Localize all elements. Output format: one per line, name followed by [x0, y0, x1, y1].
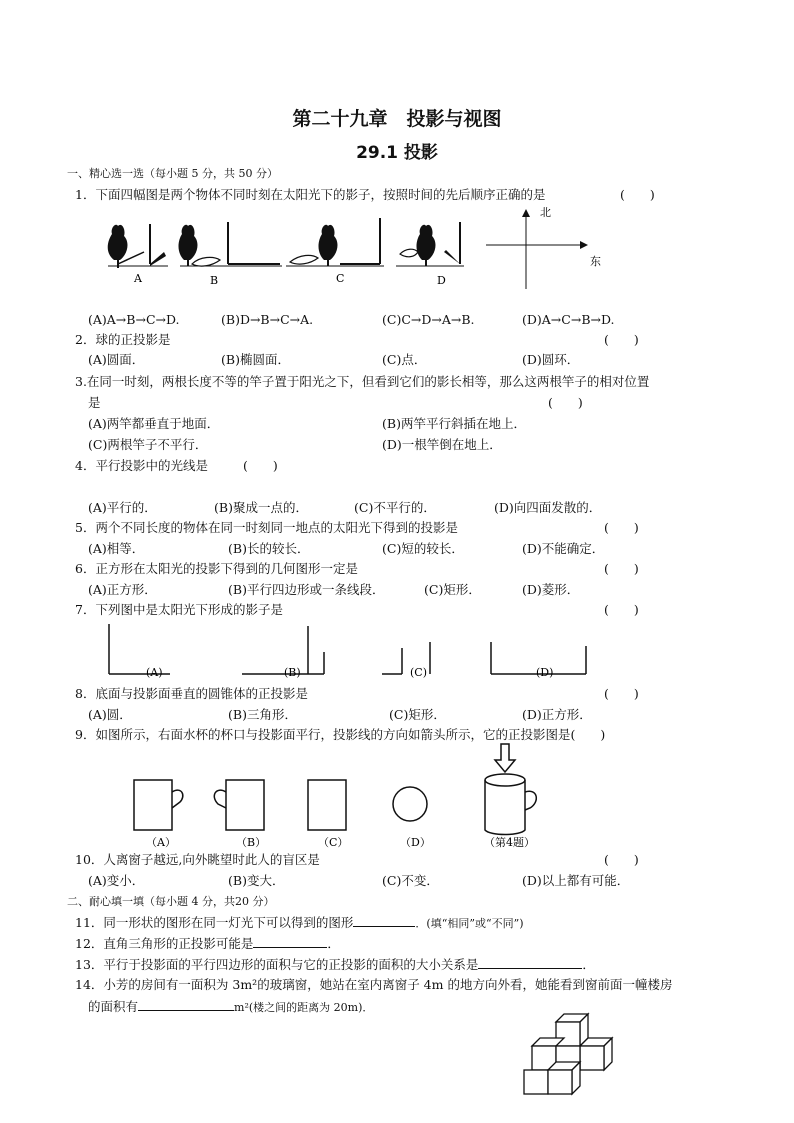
q9-label-b: （B）: [236, 836, 267, 849]
q1-figure-d: [396, 222, 464, 266]
q10-option-d[interactable]: (D)以上都有可能．: [522, 873, 630, 888]
q1-paren: ( ): [620, 187, 655, 202]
q7-label-d: (D): [536, 666, 554, 679]
q2-option-c[interactable]: (C)点．: [382, 352, 427, 367]
q5-stem: 5．两个不同长度的物体在同一时刻同一地点的太阳光下得到的投影是: [75, 520, 458, 535]
q6-paren: ( ): [604, 561, 639, 576]
q10-stem: 10．人离窗子越远,向外眺望时此人的盲区是: [75, 852, 320, 867]
q9-cup-with-arrow: [485, 744, 536, 835]
q3-option-b[interactable]: (B)两竿平行斜插在地上．: [382, 416, 526, 431]
q1-option-a[interactable]: (A)A→B→C→D.: [88, 312, 180, 327]
q4-paren: ( ): [243, 458, 278, 473]
cubes-figure: [520, 1000, 620, 1100]
q11-line: [75, 914, 524, 932]
q7-label-c: (C): [410, 666, 427, 679]
q2-stem: 2．球的正投影是: [75, 332, 171, 347]
q4-option-a[interactable]: (A)平行的．: [88, 500, 157, 515]
q2-paren: ( ): [604, 332, 639, 347]
q11-answer-blank[interactable]: [353, 914, 415, 927]
q8-paren: ( ): [604, 686, 639, 701]
q9-option-d-figure: [393, 787, 427, 821]
compass-east-label: 东: [590, 255, 601, 268]
q4-option-b[interactable]: (B)聚成一点的．: [214, 500, 308, 515]
q12-stem: 12．直角三角形的正投影可能是: [75, 936, 254, 951]
q14-tail: m²(楼之间的距离为 20m)．: [234, 1001, 374, 1014]
q1-stem: 1．下面四幅图是两个物体不同时刻在太阳光下的影子，按照时间的先后顺序正确的是: [75, 187, 546, 202]
part2-heading: 二、耐心填一填（每小题 4 分，共20 分）: [67, 895, 275, 908]
q5-option-b[interactable]: (B)长的较长．: [228, 541, 310, 556]
section-title: 29.1 投影: [356, 143, 438, 163]
q9-option-a-figure: [134, 780, 183, 830]
q7-label-a: (A): [146, 666, 163, 679]
q6-stem: 6．正方形在太阳光的投影下得到的几何图形一定是: [75, 561, 358, 576]
q5-paren: ( ): [604, 520, 639, 535]
q11-stem: 11．同一形状的图形在同一灯光下可以得到的图形: [75, 915, 354, 930]
q1-label-a: A: [134, 272, 142, 285]
q3-paren: ( ): [548, 395, 583, 410]
q10-option-b[interactable]: (B)变大．: [228, 873, 285, 888]
q6-option-b[interactable]: (B)平行四边形或一条线段．: [228, 582, 385, 597]
q1-figure-c: [286, 218, 384, 266]
q1-label-d: D: [437, 274, 446, 287]
q9-cup-figure: [120, 744, 560, 852]
q13-line: [75, 956, 595, 973]
q1-label-c: C: [336, 272, 345, 285]
q7-figure-b: [242, 626, 324, 674]
q12-line: [75, 935, 340, 952]
q1-option-c[interactable]: (C)C→D→A→B.: [382, 312, 475, 327]
q13-tail: ．: [582, 957, 595, 972]
chapter-title: 第二十九章 投影与视图: [292, 108, 502, 130]
q6-option-a[interactable]: (A)正方形．: [88, 582, 157, 597]
q9-option-c-figure: [308, 780, 346, 830]
q10-option-a[interactable]: (A)变小．: [88, 873, 145, 888]
q8-option-c[interactable]: (C)矩形．: [389, 707, 446, 722]
q9-label-c: （C）: [318, 836, 349, 849]
q3-option-c[interactable]: (C)两根竿子不平行．: [88, 437, 208, 452]
q5-option-a[interactable]: (A)相等．: [88, 541, 145, 556]
q7-stem: 7．下列图中是太阳光下形成的影子是: [75, 602, 283, 617]
q10-option-c[interactable]: (C)不变．: [382, 873, 439, 888]
q7-shadow-figure: [100, 622, 600, 682]
q1-shadow-figure: [100, 212, 480, 292]
q8-option-d[interactable]: (D)正方形．: [522, 707, 592, 722]
q5-option-d[interactable]: (D)不能确定．: [522, 541, 605, 556]
q1-figure-a: [108, 224, 168, 268]
q9-label-cup: （第4题）: [484, 836, 535, 849]
q9-option-b-figure: [214, 780, 264, 830]
q9-stem: 9．如图所示，右面水杯的杯口与投影面平行，投影线的方向如箭头所示，它的正投影图是( ): [75, 727, 606, 742]
q4-option-d[interactable]: (D)向四面发散的．: [494, 500, 602, 515]
q4-stem: 4．平行投影中的光线是: [75, 458, 208, 473]
q14-stem-cont: 的面积有: [88, 999, 139, 1014]
part1-heading: 一、精心选一选（每小题 5 分，共 50 分）: [67, 167, 278, 180]
q5-option-c[interactable]: (C)短的较长．: [382, 541, 464, 556]
q11-tail: ．(填“相同”或“不同”): [415, 917, 524, 930]
q2-option-b[interactable]: (B)椭圆面．: [221, 352, 290, 367]
q14-answer-blank[interactable]: [138, 998, 234, 1011]
q9-label-d: （D）: [400, 836, 431, 849]
q2-option-a[interactable]: (A)圆面．: [88, 352, 145, 367]
q10-paren: ( ): [604, 852, 639, 867]
q13-stem: 13．平行于投影面的平行四边形的面积与它的正投影的面积的大小关系是: [75, 957, 479, 972]
q14-stem: 14．小芳的房间有一面积为 3m²的玻璃窗，她站在室内离窗子 4m 的地方向外看，她能看到窗前面一幢楼房: [75, 977, 673, 992]
q8-option-b[interactable]: (B)三角形．: [228, 707, 297, 722]
q2-option-d[interactable]: (D)圆环．: [522, 352, 580, 367]
q7-paren: ( ): [604, 602, 639, 617]
q13-answer-blank[interactable]: [478, 956, 582, 969]
q1-label-b: B: [210, 274, 219, 287]
q6-option-c[interactable]: (C)矩形．: [424, 582, 481, 597]
compass-north-label: 北: [540, 206, 551, 219]
q7-label-b: (B): [284, 666, 301, 679]
q1-option-b[interactable]: (B)D→B→C→A.: [221, 312, 314, 327]
q8-option-a[interactable]: (A)圆．: [88, 707, 132, 722]
q3-option-a[interactable]: (A)两竿都垂直于地面．: [88, 416, 220, 431]
q3-stem-cont: 是: [88, 395, 101, 410]
q6-option-d[interactable]: (D)菱形．: [522, 582, 580, 597]
q1-option-d[interactable]: (D)A→C→B→D.: [522, 312, 615, 327]
q14-line2: [88, 998, 373, 1016]
compass-figure: [480, 205, 610, 295]
q1-figure-b: [179, 222, 283, 266]
q3-stem: 3.在同一时刻，两根长度不等的竿子置于阳光之下，但看到它们的影长相等，那么这两根竿子的相对位置: [75, 374, 650, 389]
q12-answer-blank[interactable]: [253, 935, 327, 948]
q12-tail: ．: [327, 936, 340, 951]
q3-option-d[interactable]: (D)一根竿倒在地上．: [382, 437, 502, 452]
q4-option-c[interactable]: (C)不平行的．: [354, 500, 436, 515]
q9-label-a: （A）: [146, 836, 176, 849]
q8-stem: 8．底面与投影面垂直的圆锥体的正投影是: [75, 686, 308, 701]
